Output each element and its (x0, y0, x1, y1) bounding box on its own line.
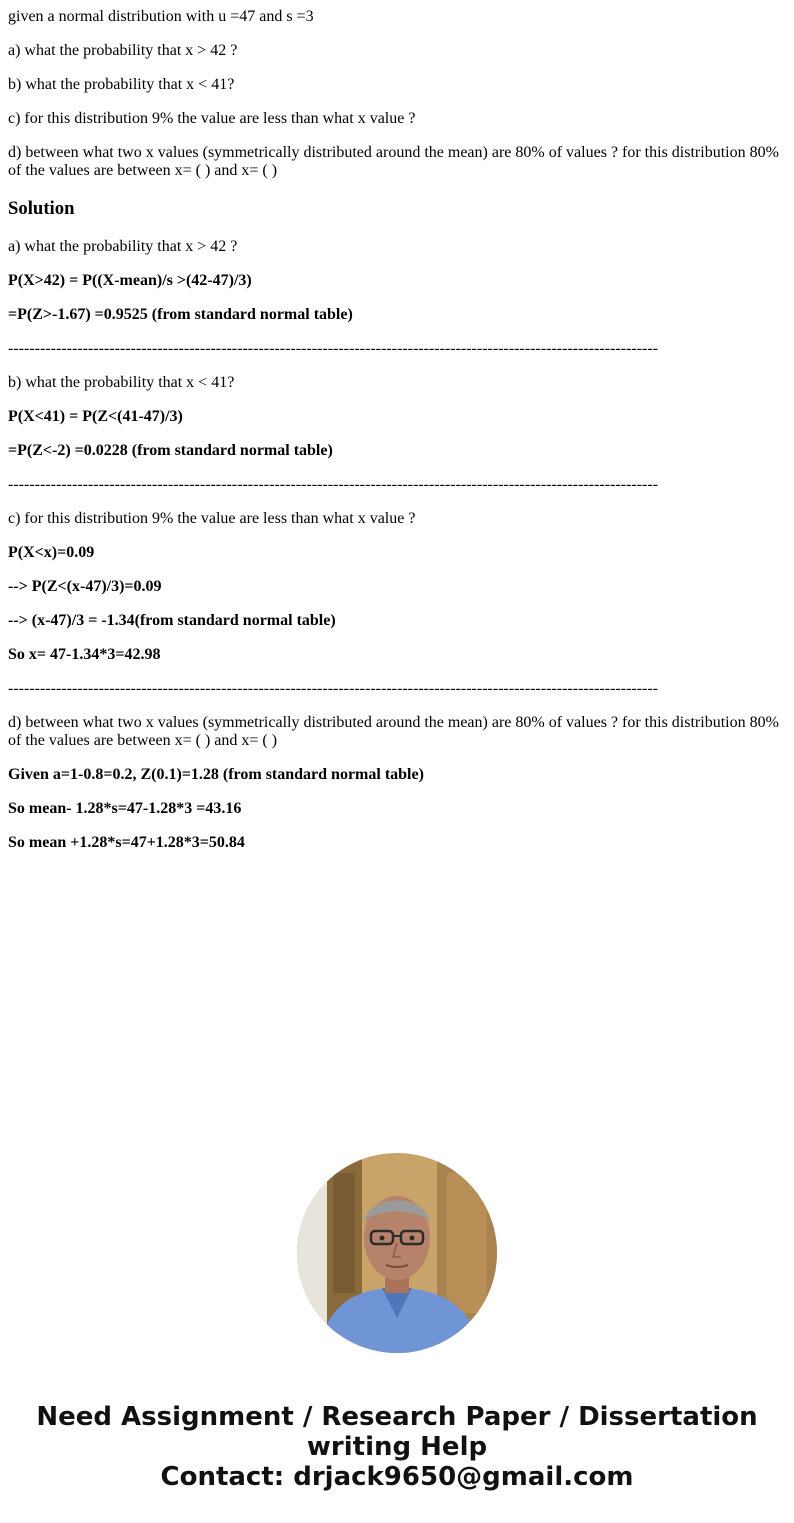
solution-a-line-1: P(X>42) = P((X-mean)/s >(42-47)/3) (8, 272, 252, 289)
solution-d-line-2: So mean- 1.28*s=47-1.28*3 =43.16 (8, 800, 242, 817)
solution-b-line-1: P(X<41) = P(Z<(41-47)/3) (8, 408, 183, 425)
question-intro: given a normal distribution with u =47 and s =3 (8, 8, 314, 25)
solution-d-line-1: Given a=1-0.8=0.2, Z(0.1)=1.28 (from standard normal table) (8, 766, 424, 783)
question-b: b) what the probability that x < 41? (8, 76, 235, 93)
solution-d-question: d) between what two x values (symmetrically distributed around the mean) are 80% of values ? for this distribution 80% of the values are between x= ( ) and x= ( ) (8, 714, 779, 749)
promo-contact: Contact: drjack9650@gmail.com (160, 1462, 634, 1492)
solution-b-line-2: =P(Z<-2) =0.0228 (from standard normal table) (8, 442, 333, 459)
solution-c-question: c) for this distribution 9% the value are less than what x value ? (8, 510, 416, 527)
avatar-portrait (297, 1153, 497, 1353)
solution-a-question: a) what the probability that x > 42 ? (8, 238, 238, 255)
question-c: c) for this distribution 9% the value are less than what x value ? (8, 110, 416, 127)
solution-c-line-1: P(X<x)=0.09 (8, 544, 95, 561)
promo-line-2: writing Help (306, 1432, 488, 1462)
divider: -------------------------------------------------------------------------------------------------------------------------- (8, 680, 659, 697)
solution-d-line-3: So mean +1.28*s=47+1.28*3=50.84 (8, 834, 245, 851)
solution-a-line-2: =P(Z>-1.67) =0.9525 (from standard normal table) (8, 306, 353, 323)
divider: -------------------------------------------------------------------------------------------------------------------------- (8, 476, 659, 493)
promo-footer (0, 1153, 794, 1492)
divider: -------------------------------------------------------------------------------------------------------------------------- (8, 340, 659, 357)
solution-c-line-2: --> P(Z<(x-47)/3)=0.09 (8, 578, 162, 595)
solution-b-question: b) what the probability that x < 41? (8, 374, 235, 391)
question-d: d) between what two x values (symmetrically distributed around the mean) are 80% of values ? for this distribution 80% of the values are between x= ( ) and x= ( ) (8, 144, 779, 179)
avatar (297, 1153, 497, 1353)
solution-heading: Solution (8, 198, 75, 219)
solution-c-line-3: --> (x-47)/3 = -1.34(from standard normal table) (8, 612, 336, 629)
question-a: a) what the probability that x > 42 ? (8, 42, 238, 59)
promo-text (0, 1402, 794, 1492)
document-body (8, 0, 786, 868)
solution-c-line-4: So x= 47-1.34*3=42.98 (8, 646, 161, 663)
promo-line-1: Need Assignment / Research Paper / Dissertation (36, 1402, 758, 1432)
